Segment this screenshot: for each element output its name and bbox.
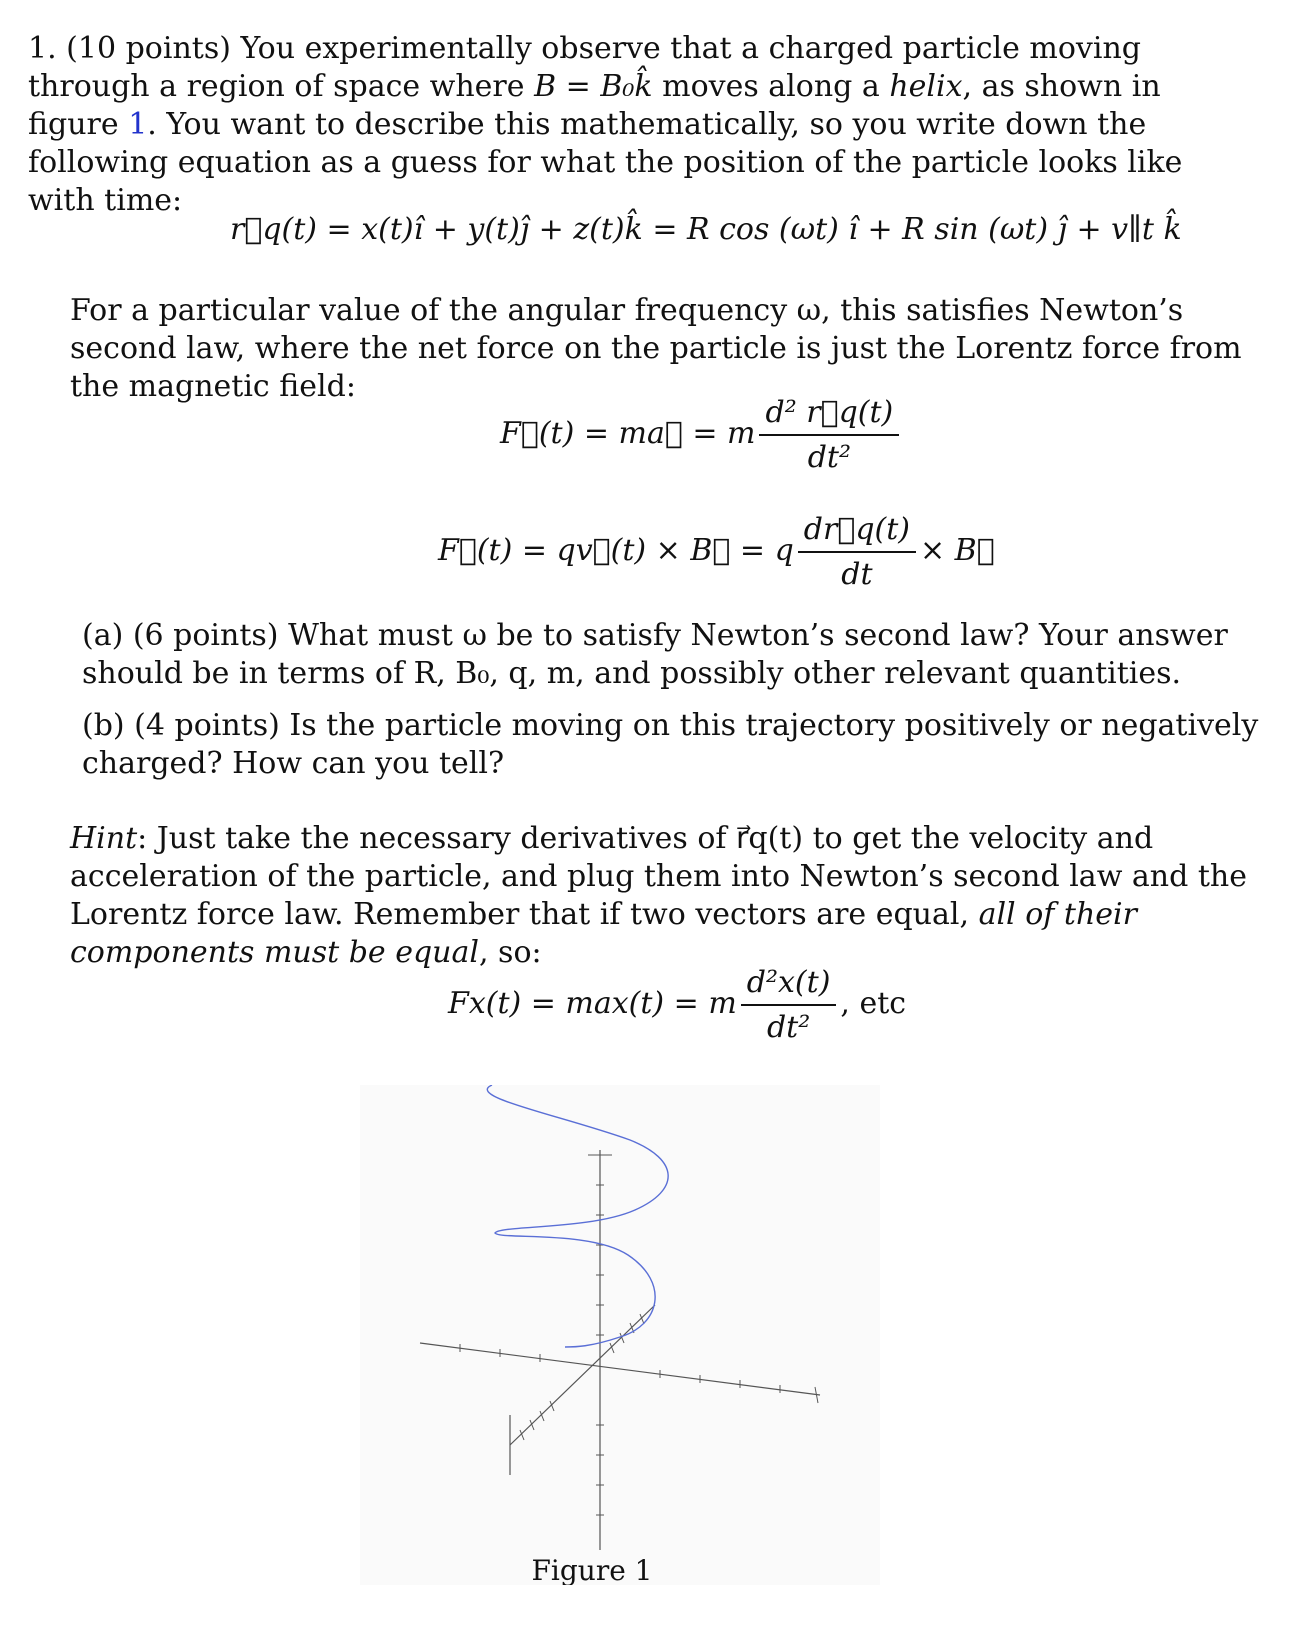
part-b bbox=[82, 707, 1267, 783]
newton-equation bbox=[500, 395, 903, 475]
lorentz-numerator: dr⃗q(t) bbox=[798, 512, 916, 553]
part-b-label: (b) bbox=[82, 708, 125, 743]
intro-text-d: . You want to describe this mathematically, so you write down the following equation as a guess for what the position of the particle looks like with time: bbox=[28, 107, 1183, 218]
intro-text-c: , as shown in figure bbox=[28, 69, 1161, 142]
figure-caption: Figure 1 bbox=[531, 1554, 653, 1585]
component-equation bbox=[448, 965, 906, 1045]
part-a-points: (6 points) bbox=[132, 618, 279, 653]
problem-number: 1. bbox=[28, 31, 57, 66]
newton-fraction bbox=[759, 395, 899, 475]
lorentz-denominator: dt bbox=[841, 557, 873, 592]
component-numerator: d²x(t) bbox=[741, 965, 837, 1006]
component-lhs: Fx(t) = max(t) = m bbox=[448, 986, 737, 1021]
hint-emphasis: all of their components must be equal bbox=[70, 897, 1137, 970]
newton-paragraph: For a particular value of the angular frequency ω, this satisfies Newton’s second law, where the net force on the particle is just the Lorentz force from the magnetic field: bbox=[70, 293, 1242, 404]
component-rhs: , etc bbox=[840, 986, 907, 1021]
helix-word: helix bbox=[889, 69, 963, 104]
hint-text-b: , so: bbox=[478, 935, 542, 970]
figure-background bbox=[360, 1085, 880, 1585]
lorentz-lhs: F⃗(t) = qv⃗(t) × B⃗ = q bbox=[438, 533, 794, 568]
part-b-points: (4 points) bbox=[134, 708, 280, 743]
component-fraction bbox=[741, 965, 837, 1045]
component-denominator: dt² bbox=[766, 1010, 811, 1045]
intro-text-b: moves along a bbox=[662, 69, 880, 104]
lorentz-equation bbox=[438, 512, 995, 592]
field-expression: B = B₀k̂ bbox=[534, 69, 653, 104]
intro-text-a: You experimentally observe that a charged particle moving through a region of space where bbox=[28, 31, 1141, 104]
problem-statement bbox=[28, 30, 1253, 220]
part-a bbox=[82, 617, 1254, 693]
position-equation: r⃗q(t) = x(t)î + y(t)ĵ + z(t)k̂ = R cos (ωt) î + R sin (ωt) ĵ + v∥t k̂ bbox=[230, 212, 1182, 247]
problem-points: (10 points) bbox=[66, 31, 231, 66]
newton-numerator: d² r⃗q(t) bbox=[759, 395, 899, 436]
part-a-text: What must ω be to satisfy Newton’s second law? Your answer should be in terms of R, B₀, q, m, and possibly other relevant quantities. bbox=[82, 618, 1228, 691]
newton-lhs: F⃗(t) = ma⃗ = m bbox=[500, 416, 756, 451]
part-a-label: (a) bbox=[82, 618, 124, 653]
hint-text-a: : Just take the necessary derivatives of r⃗q(t) to get the velocity and acceleration of the particle, and plug them into Newton’s second law and the Lorentz force law. Remember that if two vectors are equal, bbox=[70, 821, 1247, 932]
figure-reference-link[interactable]: 1 bbox=[128, 107, 148, 142]
helix-figure bbox=[360, 1085, 880, 1585]
hint-label: Hint bbox=[70, 821, 138, 856]
lorentz-rhs: × B⃗ bbox=[920, 533, 995, 568]
lorentz-fraction bbox=[798, 512, 916, 592]
hint-paragraph bbox=[70, 820, 1255, 972]
newton-denominator: dt² bbox=[807, 440, 852, 475]
part-b-text: Is the particle moving on this trajectory positively or negatively charged? How can you tell? bbox=[82, 708, 1259, 781]
